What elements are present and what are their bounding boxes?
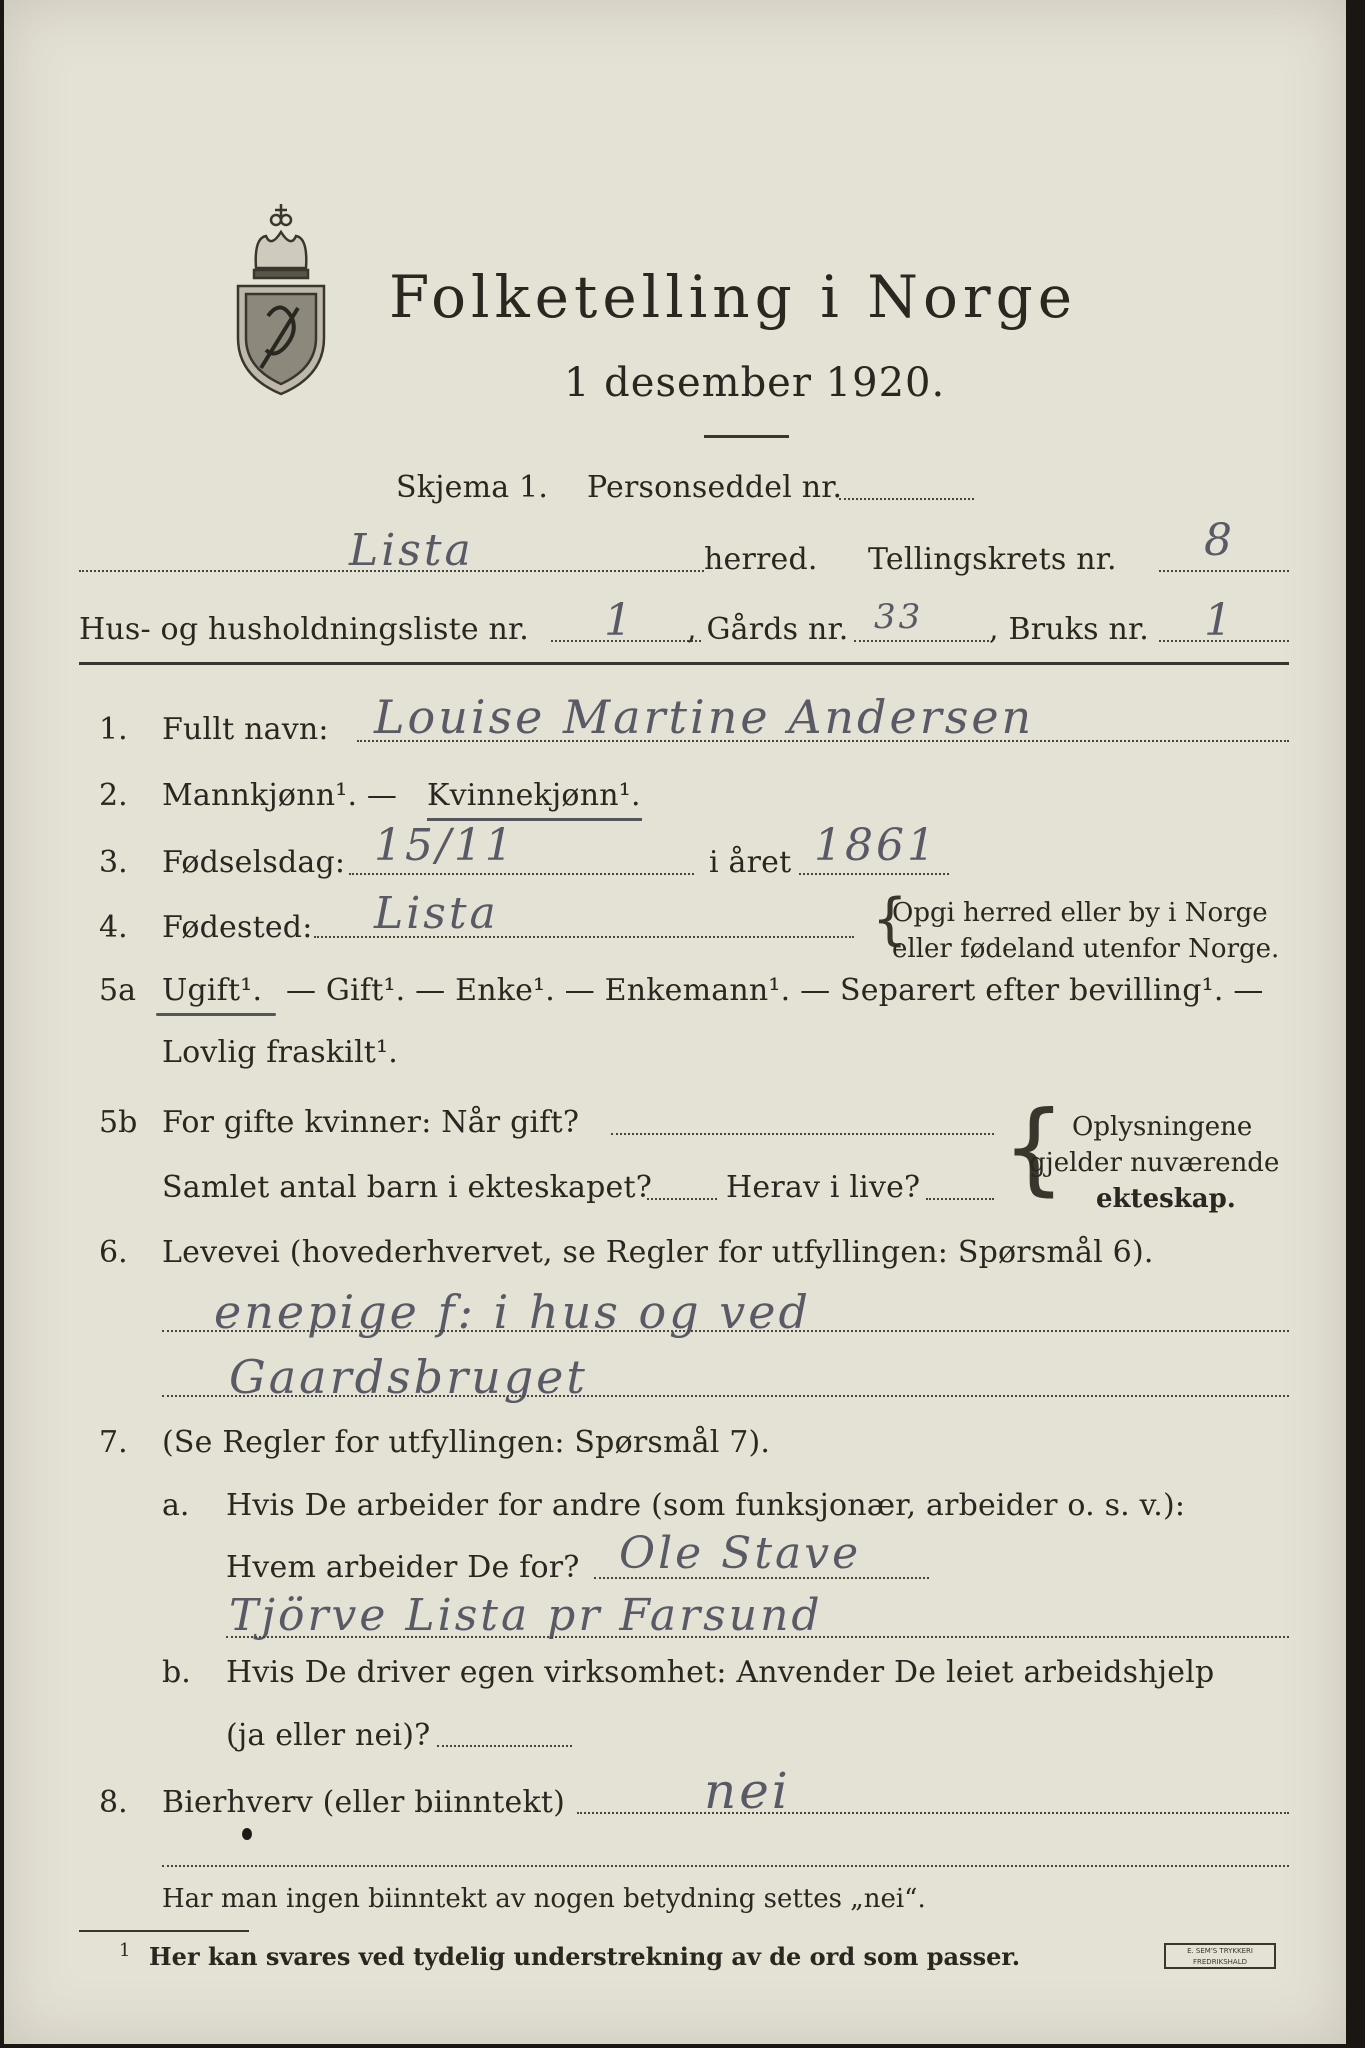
form-title: Folketelling i Norge [389,263,1078,331]
stamp-line-1: E. SEM'S TRYKKERI [1187,1947,1253,1955]
q5b-number: 5b [99,1105,138,1140]
occupation-field-1[interactable] [162,1330,1289,1332]
year-field[interactable] [799,873,949,875]
q5a-line2: Lovlig fraskilt¹. [162,1035,398,1070]
header-divider [79,662,1289,665]
q8-number: 8. [99,1785,128,1820]
bruks-handwritten: 1 [1204,595,1235,646]
employer-field-2[interactable] [226,1636,1289,1638]
q7a-line2: Hvem arbeider De for? [226,1550,580,1585]
q4-note-1: Opgi herred eller by i Norge [892,898,1268,928]
alive-field[interactable] [926,1198,994,1200]
gards-label: , Gårds nr. [687,612,849,647]
q3-number: 3. [99,845,128,880]
employer-handwritten-1: Ole Stave [619,1528,862,1579]
ink-dot [242,1828,252,1840]
q7b-line2: (ja eller nei)? [226,1718,431,1753]
q3-label: Fødselsdag: [162,845,346,880]
herred-field[interactable] [79,570,704,572]
birthplace-handwritten: Lista [374,888,499,939]
q2-female: Kvinnekjønn¹. [427,778,641,813]
q7-label: (Se Regler for utfyllingen: Spørsmål 7). [162,1425,771,1460]
q5a-ugift: Ugift¹. [162,973,263,1008]
employer-field-1[interactable] [594,1577,929,1579]
husholdningsliste-handwritten: 1 [604,595,635,646]
side-income-field-1[interactable] [577,1812,1289,1814]
when-married-field[interactable] [611,1133,994,1135]
q7a-line1: Hvis De arbeider for andre (som funksjonær, arbeider o. s. v.): [226,1488,1186,1523]
herred-handwritten: Lista [349,525,474,576]
q5b-note-1: Oplysningene [1072,1112,1253,1142]
bruks-label: , Bruks nr. [989,612,1149,647]
full-name-field[interactable] [357,740,1289,742]
q7a-letter: a. [162,1488,190,1523]
footnote-text: Her kan svares ved tydelig understrekning av de ord som passer. [149,1942,1021,1971]
tellingskrets-handwritten: 8 [1204,515,1235,566]
q4-brace: { [872,887,908,952]
q5b-when-married: For gifte kvinner: Når gift? [162,1105,580,1140]
title-divider [704,435,789,438]
full-name-handwritten: Louise Martine Andersen [374,690,1035,744]
husholdningsliste-label: Hus- og husholdningsliste nr. [79,612,530,647]
birthday-handwritten: 15/11 [374,820,516,871]
coat-of-arms-icon [226,198,336,398]
q5a-number: 5a [99,973,136,1008]
tellingskrets-label: Tellingskrets nr. [868,542,1117,577]
q5b-children: Samlet antal barn i ekteskapet? [162,1170,653,1205]
occupation-handwritten-1: enepige f: i hus og ved [214,1285,811,1339]
skjema-label: Skjema 1. [396,470,549,505]
q7-number: 7. [99,1425,128,1460]
q6-label: Levevei (hovederhvervet, se Regler for utfyllingen: Spørsmål 6). [162,1235,1154,1270]
hired-help-field[interactable] [437,1745,572,1747]
ugift-underline [156,1013,276,1016]
gards-field[interactable] [854,640,989,642]
gards-handwritten: 33 [874,597,924,637]
side-income-handwritten: nei [704,1762,791,1820]
year-handwritten: 1861 [814,820,938,871]
q5b-alive: Herav i live? [726,1170,921,1205]
occupation-handwritten-2: Gaardsbruget [229,1350,588,1404]
employer-handwritten-2: Tjörve Lista pr Farsund [229,1590,823,1641]
q4-label: Fødested: [162,910,313,945]
q5b-note-3: ekteskap. [1096,1184,1236,1214]
q4-note-2: eller fødeland utenfor Norge. [892,934,1280,964]
birthplace-field[interactable] [314,936,854,938]
census-form-page [4,0,1346,2044]
q6-number: 6. [99,1235,128,1270]
children-field[interactable] [647,1198,717,1200]
occupation-field-2[interactable] [162,1395,1289,1397]
footnote-mark: 1 [119,1940,131,1961]
q2-number: 2. [99,778,128,813]
bruks-field[interactable] [1159,640,1289,642]
q5b-brace: { [1002,1089,1066,1206]
q1-label: Fullt navn: [162,712,329,747]
stamp-line-2: FREDRIKSHALD [1192,1958,1247,1966]
q7b-line1: Hvis De driver egen virksomhet: Anvender De leiet arbeidshjelp [226,1655,1215,1690]
side-income-field-2[interactable] [162,1865,1289,1867]
footer-note: Har man ingen biinntekt av nogen betydning settes „nei“. [162,1884,926,1914]
footnote-divider [79,1930,249,1932]
printer-stamp [1164,1943,1276,1969]
q3-year-label: i året [709,845,792,880]
q5a-options: — Gift¹. — Enke¹. — Enkemann¹. — Separert efter bevilling¹. — [286,973,1264,1008]
q4-number: 4. [99,910,128,945]
q5b-note-2: gjelder nuværende [1029,1148,1280,1178]
husholdningsliste-field[interactable] [551,640,701,642]
tellingskrets-field[interactable] [1159,570,1289,572]
herred-label: herred. [704,542,818,577]
form-date: 1 desember 1920. [564,360,946,406]
birthday-field[interactable] [349,873,694,875]
q2-male: Mannkjønn¹. — [162,778,398,813]
q8-label: Bierhverv (eller biinntekt) [162,1785,566,1820]
personseddel-field[interactable] [839,498,974,500]
personseddel-label: Personseddel nr. [587,470,843,505]
q1-number: 1. [99,712,128,747]
q7b-letter: b. [162,1655,191,1690]
